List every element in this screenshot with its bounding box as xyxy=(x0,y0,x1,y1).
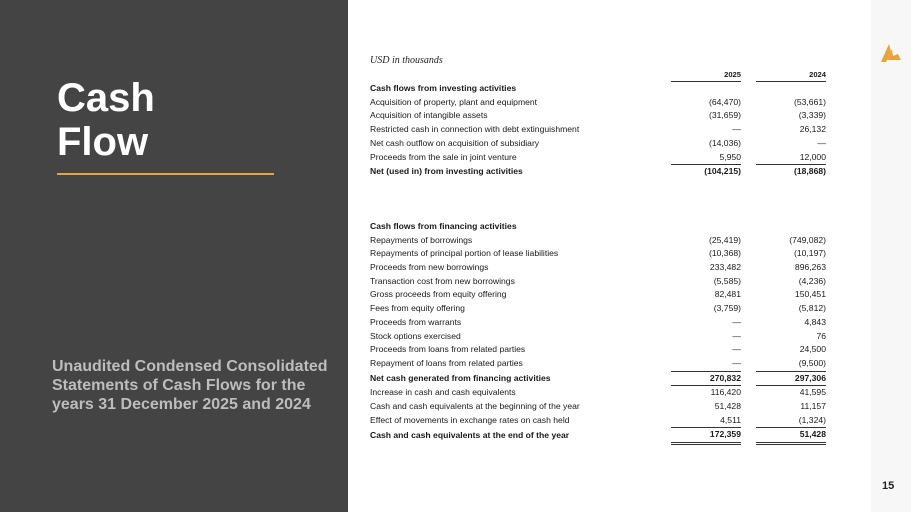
row-label: Proceeds from the sale in joint venture xyxy=(370,151,517,162)
table-row xyxy=(370,247,826,261)
value-2024: 12,000 xyxy=(756,151,826,165)
value-2025: (5,585) xyxy=(713,275,741,286)
row-label: Stock options exercised xyxy=(370,330,461,341)
column-header-2024: 2024 xyxy=(756,68,826,82)
cash-flow-table xyxy=(370,68,826,445)
value-2025: — xyxy=(732,124,741,135)
table-row xyxy=(370,123,826,137)
row-label: Cash and cash equivalents at the beginning of the year xyxy=(370,401,580,412)
value-2024: (3,339) xyxy=(798,110,826,121)
units-note: USD in thousands xyxy=(370,55,443,66)
financing-heading: Cash flows from financing activities xyxy=(370,220,517,231)
value-2024: 297,306 xyxy=(756,371,826,386)
column-header-row xyxy=(370,68,826,82)
table-row xyxy=(370,357,826,371)
value-2024: 150,451 xyxy=(794,289,826,300)
column-header-2025: 2025 xyxy=(671,68,741,82)
ending-cash-row xyxy=(370,428,826,444)
value-2024: 76 xyxy=(816,330,826,341)
table-row xyxy=(370,330,826,344)
row-label: Repayments of principal portion of lease liabilities xyxy=(370,248,559,259)
row-label: Effect of movements in exchange rates on cash held xyxy=(370,415,570,425)
value-2025: 172,359 xyxy=(671,428,741,444)
row-label: Restricted cash in connection with debt extinguishment xyxy=(370,124,580,135)
page-title xyxy=(57,76,155,164)
value-2024: (4,236) xyxy=(798,275,826,286)
table-row xyxy=(370,414,826,428)
table-row xyxy=(370,302,826,316)
financing-total-row xyxy=(370,371,826,386)
row-label: Acquisition of intangible assets xyxy=(370,110,488,121)
table-row xyxy=(370,151,826,165)
value-2024: 41,595 xyxy=(799,387,826,398)
investing-heading: Cash flows from investing activities xyxy=(370,82,517,93)
value-2025: 270,832 xyxy=(671,371,741,386)
value-2025: 51,428 xyxy=(714,401,741,412)
row-label: Fees from equity offering xyxy=(370,303,465,314)
value-2024: (749,082) xyxy=(789,234,826,245)
row-label: Net (used in) from investing activities xyxy=(370,165,523,176)
row-label: Transaction cost from new borrowings xyxy=(370,275,515,286)
investing-total-row xyxy=(370,165,826,179)
row-label: Net cash outflow on acquisition of subsidiary xyxy=(370,137,540,148)
section-heading-row xyxy=(370,220,826,234)
value-2025: 4,511 xyxy=(671,414,741,428)
value-2024: (5,812) xyxy=(798,303,826,314)
title-line-1: Cash xyxy=(57,76,155,120)
row-label: Proceeds from new borrowings xyxy=(370,262,489,273)
value-2025: — xyxy=(732,344,741,355)
row-label: Repayment of loans from related parties xyxy=(370,358,523,369)
value-2025: 233,482 xyxy=(709,262,741,273)
value-2024: 26,132 xyxy=(799,124,826,135)
table-row xyxy=(370,261,826,275)
row-label: Cash and cash equivalents at the end of the year xyxy=(370,429,570,440)
value-2024: (53,661) xyxy=(793,96,826,107)
section-heading-row xyxy=(370,82,826,96)
value-2024: — xyxy=(817,137,826,148)
table-row xyxy=(370,96,826,110)
value-2025: 5,950 xyxy=(671,151,741,165)
row-label: Acquisition of property, plant and equipment xyxy=(370,96,538,107)
table-row xyxy=(370,234,826,248)
value-2024: (1,324) xyxy=(756,414,826,428)
row-label: Repayments of borrowings xyxy=(370,234,473,245)
value-2024: 4,843 xyxy=(804,316,826,327)
table-row xyxy=(370,275,826,289)
table-row xyxy=(370,400,826,414)
value-2025: (10,368) xyxy=(708,248,741,259)
value-2024: (18,868) xyxy=(793,166,826,177)
company-logo-icon xyxy=(881,44,901,62)
table-row xyxy=(370,386,826,400)
row-label: Proceeds from loans from related parties xyxy=(370,344,526,355)
table-row xyxy=(370,343,826,357)
table-row xyxy=(370,288,826,302)
value-2024: 896,263 xyxy=(794,262,826,273)
value-2025: 116,420 xyxy=(710,387,741,398)
title-line-2: Flow xyxy=(57,120,149,164)
value-2025: (64,470) xyxy=(708,96,741,107)
section-spacer xyxy=(370,179,826,220)
left-panel xyxy=(0,0,348,512)
right-margin-bar xyxy=(871,0,911,512)
value-2025: (31,659) xyxy=(708,110,741,121)
row-label: Net cash generated from financing activities xyxy=(370,372,551,383)
value-2025: (3,759) xyxy=(713,303,741,314)
page-subtitle: Unaudited Condensed Consolidated Statements of Cash Flows for the years 31 December 2025 and 2024 xyxy=(52,358,328,413)
value-2025: — xyxy=(732,316,741,327)
row-label: Proceeds from warrants xyxy=(370,316,462,327)
value-2025: 82,481 xyxy=(714,289,741,300)
value-2024: 11,157 xyxy=(800,401,826,412)
value-2025: — xyxy=(671,357,741,371)
value-2024: 51,428 xyxy=(756,428,826,444)
value-2024: 24,500 xyxy=(799,344,826,355)
value-2024: (9,500) xyxy=(756,357,826,371)
page-number: 15 xyxy=(882,480,895,492)
title-underline xyxy=(57,173,274,175)
table-row xyxy=(370,316,826,330)
table-row xyxy=(370,137,826,151)
value-2025: — xyxy=(732,330,741,341)
value-2025: (14,036) xyxy=(708,137,741,148)
value-2024: (10,197) xyxy=(793,248,826,259)
value-2025: (25,419) xyxy=(708,234,741,245)
value-2025: (104,215) xyxy=(704,166,741,177)
row-label: Gross proceeds from equity offering xyxy=(370,289,507,300)
row-label: Increase in cash and cash equivalents xyxy=(370,387,516,398)
table-row xyxy=(370,109,826,123)
